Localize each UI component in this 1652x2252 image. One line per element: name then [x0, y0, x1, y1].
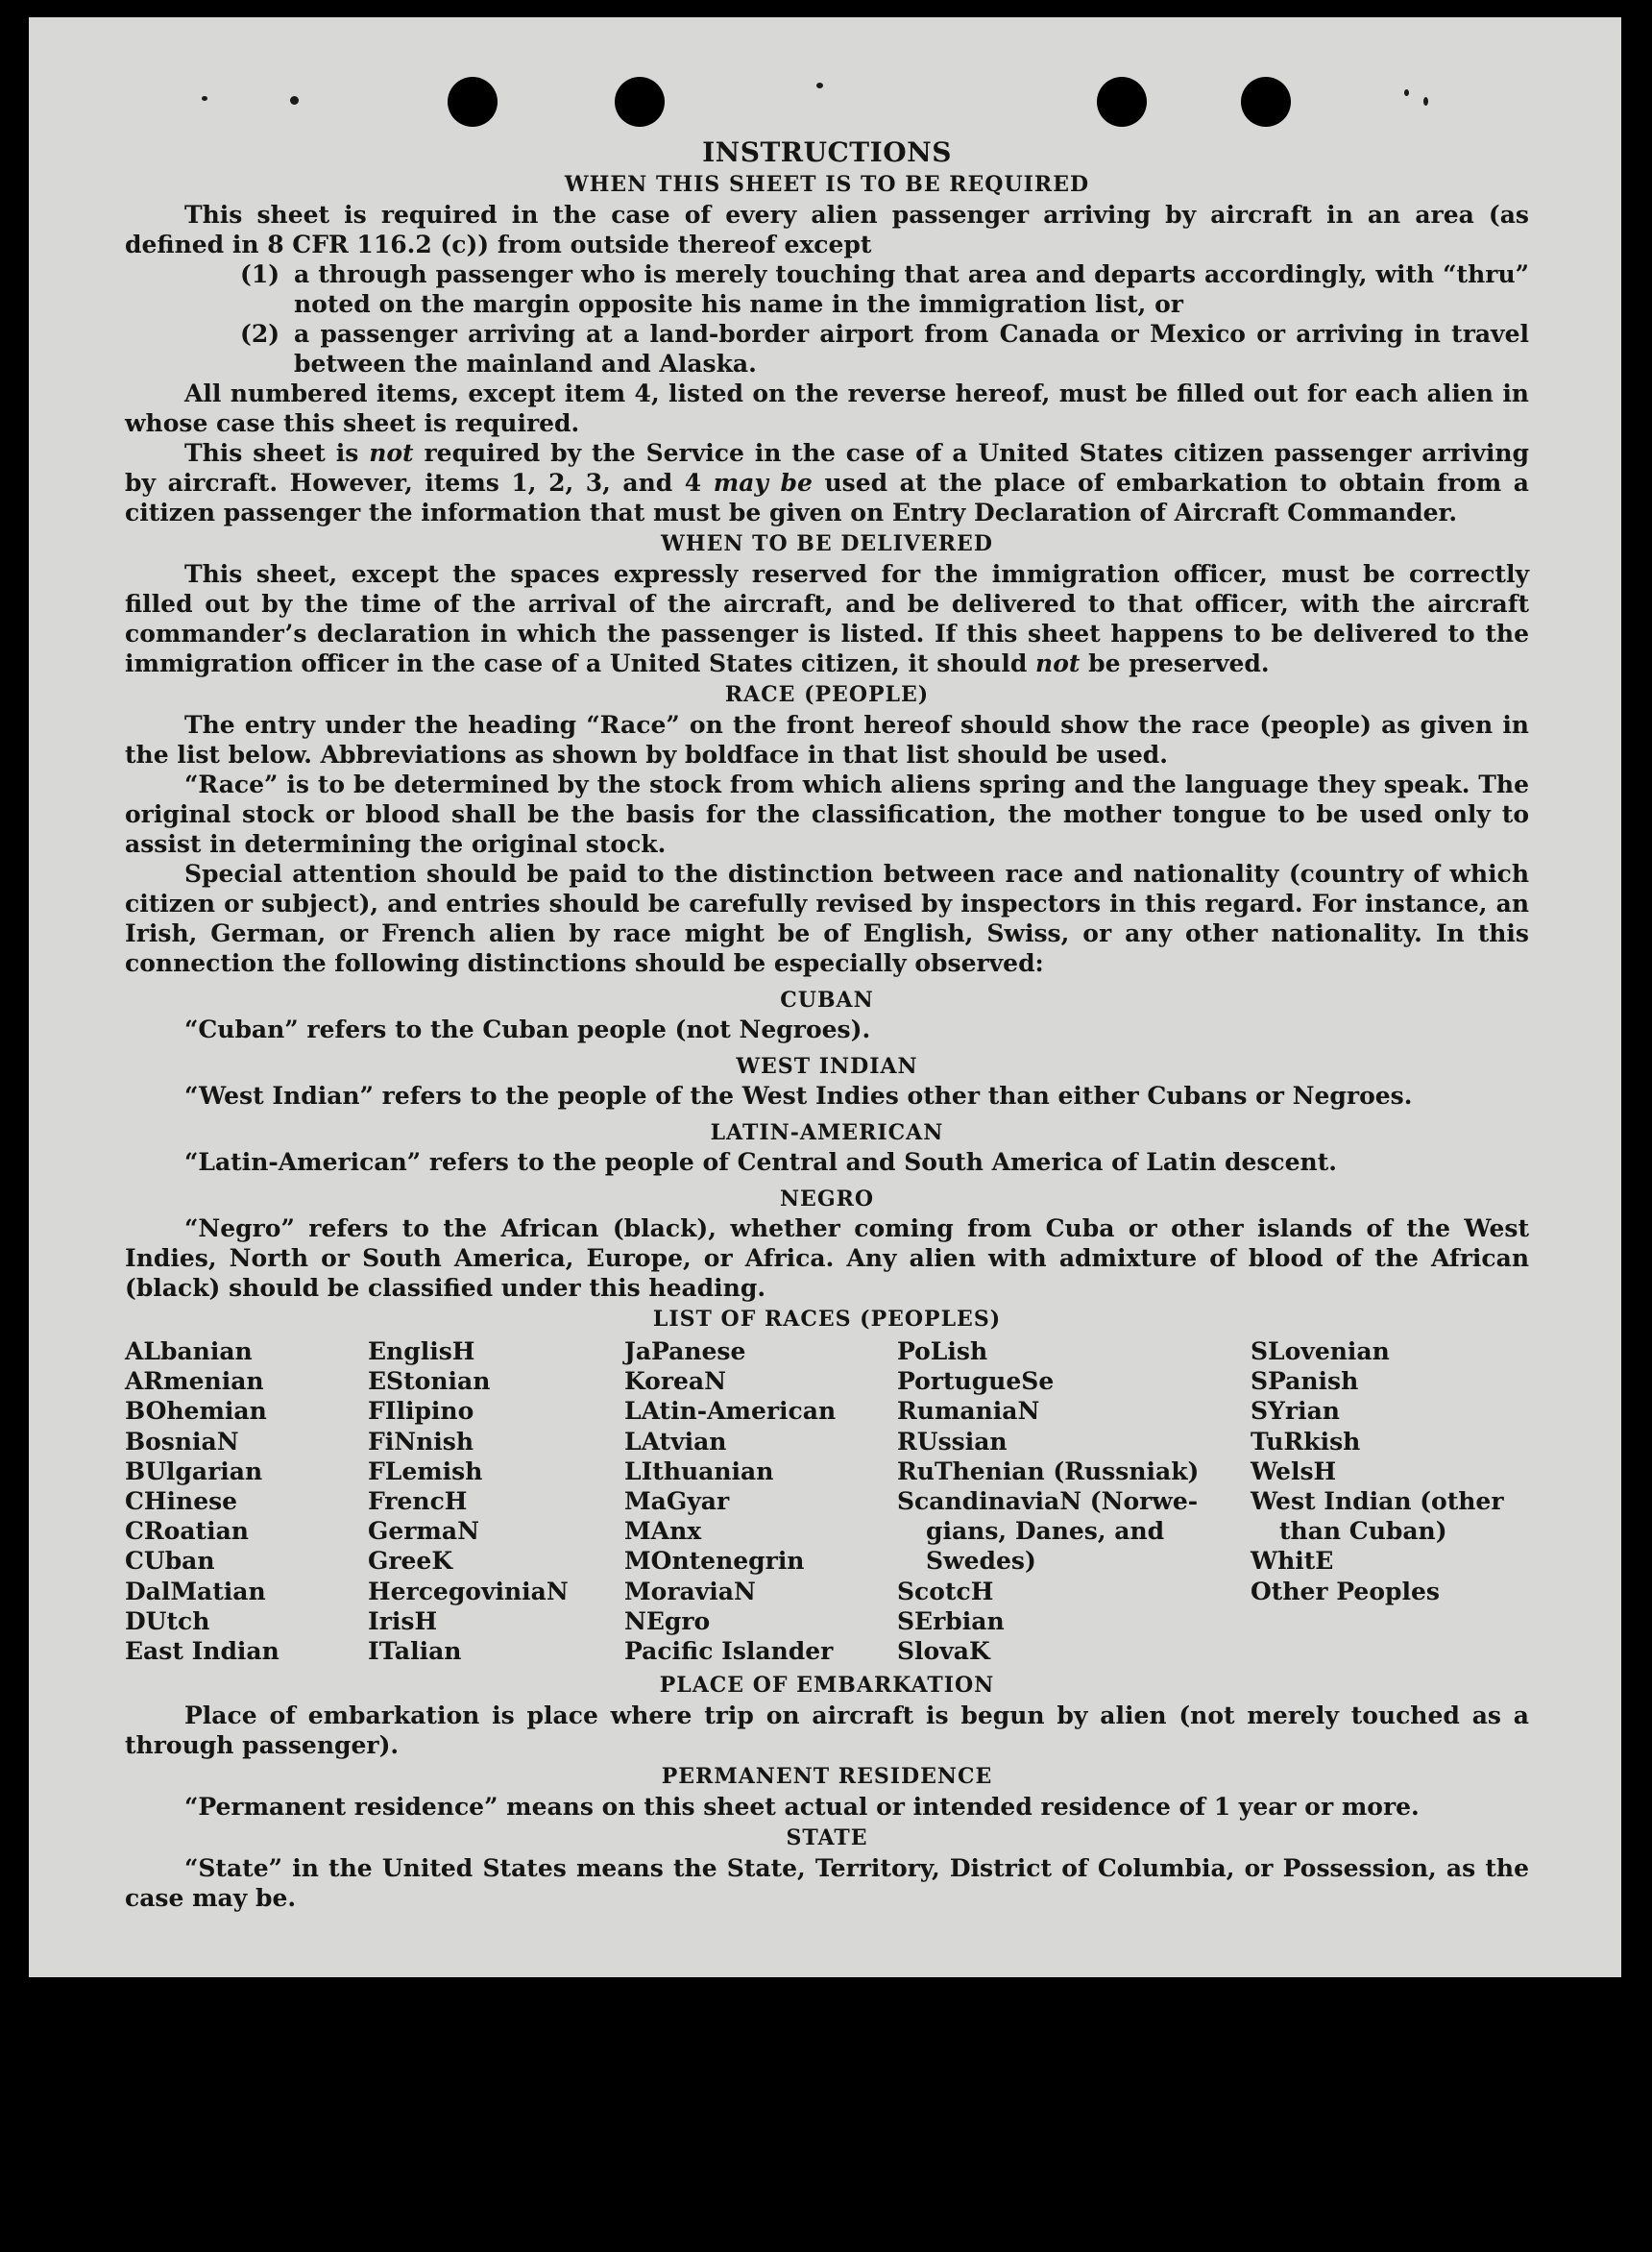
paragraph: Place of embarkation is place where trip on aircraft is begun by alien (not merely touched as a through passenger).: [125, 1701, 1529, 1759]
race-entry-continued: Swedes): [926, 1547, 1036, 1576]
scan-speck: [816, 83, 823, 88]
race-entry: SlovaK: [897, 1637, 990, 1666]
race-entry: IrisH: [368, 1606, 438, 1635]
paragraph: The entry under the heading “Race” on the front hereof should show the race (people) as given in the list below. Abbreviations as shown by boldface in that list should be used.: [125, 711, 1529, 769]
document-sheet: [29, 17, 1621, 1977]
section-heading: PLACE OF EMBARKATION: [659, 1673, 995, 1698]
instructions-body: [125, 137, 1529, 1913]
race-entry: SPanish: [1251, 1367, 1359, 1396]
item-number: (1): [240, 260, 280, 288]
page-title: INSTRUCTIONS: [702, 136, 952, 168]
race-entry: SYrian: [1251, 1397, 1340, 1426]
race-entry: HercegoviniaN: [368, 1577, 569, 1605]
race-entry: ALbanian: [125, 1337, 253, 1365]
punch-hole: [615, 77, 665, 127]
race-entry: PortugueSe: [897, 1367, 1055, 1396]
list-item: [240, 319, 1529, 379]
race-entry: KoreaN: [624, 1367, 726, 1396]
item-text: a through passenger who is merely touching that area and departs accordingly, with “thru” noted on the margin opposite his name in the immigration list, or: [294, 260, 1529, 318]
race-entry: Other Peoples: [1251, 1577, 1440, 1605]
race-entry: West Indian (other: [1251, 1487, 1504, 1516]
emphasis: not: [369, 439, 414, 467]
race-entry: BOhemian: [125, 1397, 267, 1426]
punch-hole: [1097, 77, 1147, 127]
race-entry: Pacific Islander: [624, 1637, 834, 1666]
race-entry: FrencH: [368, 1487, 468, 1516]
race-list: [125, 1336, 1529, 1669]
paragraph: “Cuban” refers to the Cuban people (not Negroes).: [184, 1016, 871, 1043]
race-entry: RUssian: [897, 1427, 1008, 1456]
paragraph: “West Indian” refers to the people of the West Indies other than either Cubans or Negroes.: [184, 1082, 1413, 1110]
paragraph: [125, 438, 1529, 527]
race-entry: EnglisH: [368, 1337, 475, 1365]
paragraph: All numbered items, except item 4, listed on the reverse hereof, must be filled out for each alien in whose case this sheet is required.: [125, 379, 1529, 437]
paragraph-text: This sheet, except the spaces expressly reserved for the immigration officer, must be correctly filled out by the time of the arrival of the aircraft, and be delivered to that officer, with the aircraft commander’s declaration in which the passenger is listed. If this sheet happens to be delivered to the immigration officer in the case of a United States citizen, it should: [125, 560, 1529, 677]
section-heading: RACE (PEOPLE): [724, 682, 930, 707]
race-entry: ARmenian: [125, 1367, 264, 1396]
race-entry: ScandinaviaN (Norwe-: [897, 1487, 1199, 1516]
race-column: [624, 1336, 836, 1666]
subsection-heading: CUBAN: [780, 988, 874, 1013]
race-entry: LAtin-American: [624, 1397, 837, 1426]
race-entry: East Indian: [125, 1637, 279, 1666]
section-heading: STATE: [786, 1825, 868, 1850]
scan-speck: [202, 96, 207, 101]
race-entry: MoraviaN: [624, 1577, 756, 1605]
race-column: [125, 1336, 279, 1666]
paragraph: Special attention should be paid to the distinction between race and nationality (country of which citizen or subject), and entries should be carefully revised by inspectors in this regard. For instance, an Irish, German, or French alien by race might be of English, Swiss, or any other nationality. In this connection the following distinctions should be especially observed:: [125, 860, 1529, 977]
race-entry: JaPanese: [624, 1337, 746, 1365]
item-number: (2): [240, 320, 280, 348]
section-heading: PERMANENT RESIDENCE: [661, 1764, 993, 1789]
race-entry: LIthuanian: [624, 1456, 774, 1485]
race-entry: BUlgarian: [125, 1456, 263, 1485]
punch-hole: [1241, 77, 1291, 127]
race-entry: WhitE: [1251, 1547, 1334, 1576]
race-entry: RuThenian (Russniak): [897, 1456, 1200, 1485]
race-entry: PoLish: [897, 1337, 988, 1365]
paragraph-text: used at the place of embarkation to obtain from a citizen passenger the information that must be given on Entry Declaration of Aircraft Commander.: [125, 469, 1529, 526]
emphasis: may be: [713, 469, 813, 497]
race-entry: FIlipino: [368, 1397, 474, 1426]
race-entry: ScotcH: [897, 1577, 994, 1605]
race-entry-continued: gians, Danes, and: [926, 1517, 1165, 1546]
subsection-heading: WEST INDIAN: [736, 1054, 918, 1079]
race-entry: BosniaN: [125, 1427, 239, 1456]
race-entry: GreeK: [368, 1547, 453, 1576]
item-text: a passenger arriving at a land-border airport from Canada or Mexico or arriving in travel between the mainland and Alaska.: [294, 320, 1529, 378]
paragraph: “Latin-American” refers to the people of Central and South America of Latin descent.: [184, 1148, 1337, 1176]
race-entry: CHinese: [125, 1487, 238, 1516]
race-entry: LAtvian: [624, 1427, 727, 1456]
race-entry-continued: than Cuban): [1279, 1517, 1447, 1546]
race-entry: EStonian: [368, 1367, 491, 1396]
race-entry: DalMatian: [125, 1577, 266, 1605]
race-column: [1251, 1336, 1504, 1606]
race-entry: NEgro: [624, 1606, 711, 1635]
paragraph: “State” in the United States means the State, Territory, District of Columbia, or Possession, as the case may be.: [125, 1854, 1529, 1912]
race-entry: FLemish: [368, 1456, 483, 1485]
scan-speck: [1404, 89, 1409, 96]
race-entry: MAnx: [624, 1517, 702, 1546]
paragraph-text: This sheet is: [184, 439, 359, 467]
race-entry: DUtch: [125, 1606, 210, 1635]
race-entry: TuRkish: [1251, 1427, 1361, 1456]
race-column: [368, 1336, 569, 1666]
race-column: [897, 1336, 1200, 1666]
paragraph: “Race” is to be determined by the stock from which aliens spring and the language they speak. The original stock or blood shall be the basis for the classification, the mother tongue to be used only to assist in determining the original stock.: [125, 771, 1529, 858]
paragraph: “Negro” refers to the African (black), whether coming from Cuba or other islands of the West Indies, North or South America, Europe, or Africa. Any alien with admixture of blood of the African (black) should be classified under this heading.: [125, 1214, 1529, 1302]
section-heading: WHEN TO BE DELIVERED: [661, 531, 993, 556]
scan-speck: [1423, 97, 1428, 106]
section-heading: LIST OF RACES (PEOPLES): [652, 1307, 1002, 1332]
punch-hole: [448, 77, 498, 127]
section-heading: WHEN THIS SHEET IS TO BE REQUIRED: [564, 172, 1090, 197]
race-entry: WelsH: [1251, 1456, 1337, 1485]
race-entry: MOntenegrin: [624, 1547, 805, 1576]
race-entry: SLovenian: [1251, 1337, 1390, 1365]
race-entry: CRoatian: [125, 1517, 249, 1546]
paragraph: [125, 559, 1529, 678]
paragraph-text: required by the Service in the case of a United States citizen passenger arriving by aircraft. However, items 1, 2, 3, and 4: [125, 439, 1529, 497]
race-entry: MaGyar: [624, 1487, 730, 1516]
scan-speck: [290, 96, 299, 105]
race-entry: SErbian: [897, 1606, 1005, 1635]
race-entry: ITalian: [368, 1637, 462, 1666]
race-entry: FiNnish: [368, 1427, 474, 1456]
race-entry: RumaniaN: [897, 1397, 1040, 1426]
race-entry: GermaN: [368, 1517, 479, 1546]
subsection-heading: LATIN-AMERICAN: [710, 1120, 944, 1145]
emphasis: not: [1035, 649, 1081, 677]
paragraph-text: be preserved.: [1088, 649, 1270, 677]
paragraph: This sheet is required in the case of every alien passenger arriving by aircraft in an area (as defined in 8 CFR 116.2 (c)) from outside thereof except: [125, 201, 1529, 258]
subsection-heading: NEGRO: [779, 1187, 875, 1212]
paragraph: “Permanent residence” means on this sheet actual or intended residence of 1 year or more.: [184, 1793, 1420, 1821]
race-entry: CUban: [125, 1547, 215, 1576]
list-item: [240, 259, 1529, 319]
